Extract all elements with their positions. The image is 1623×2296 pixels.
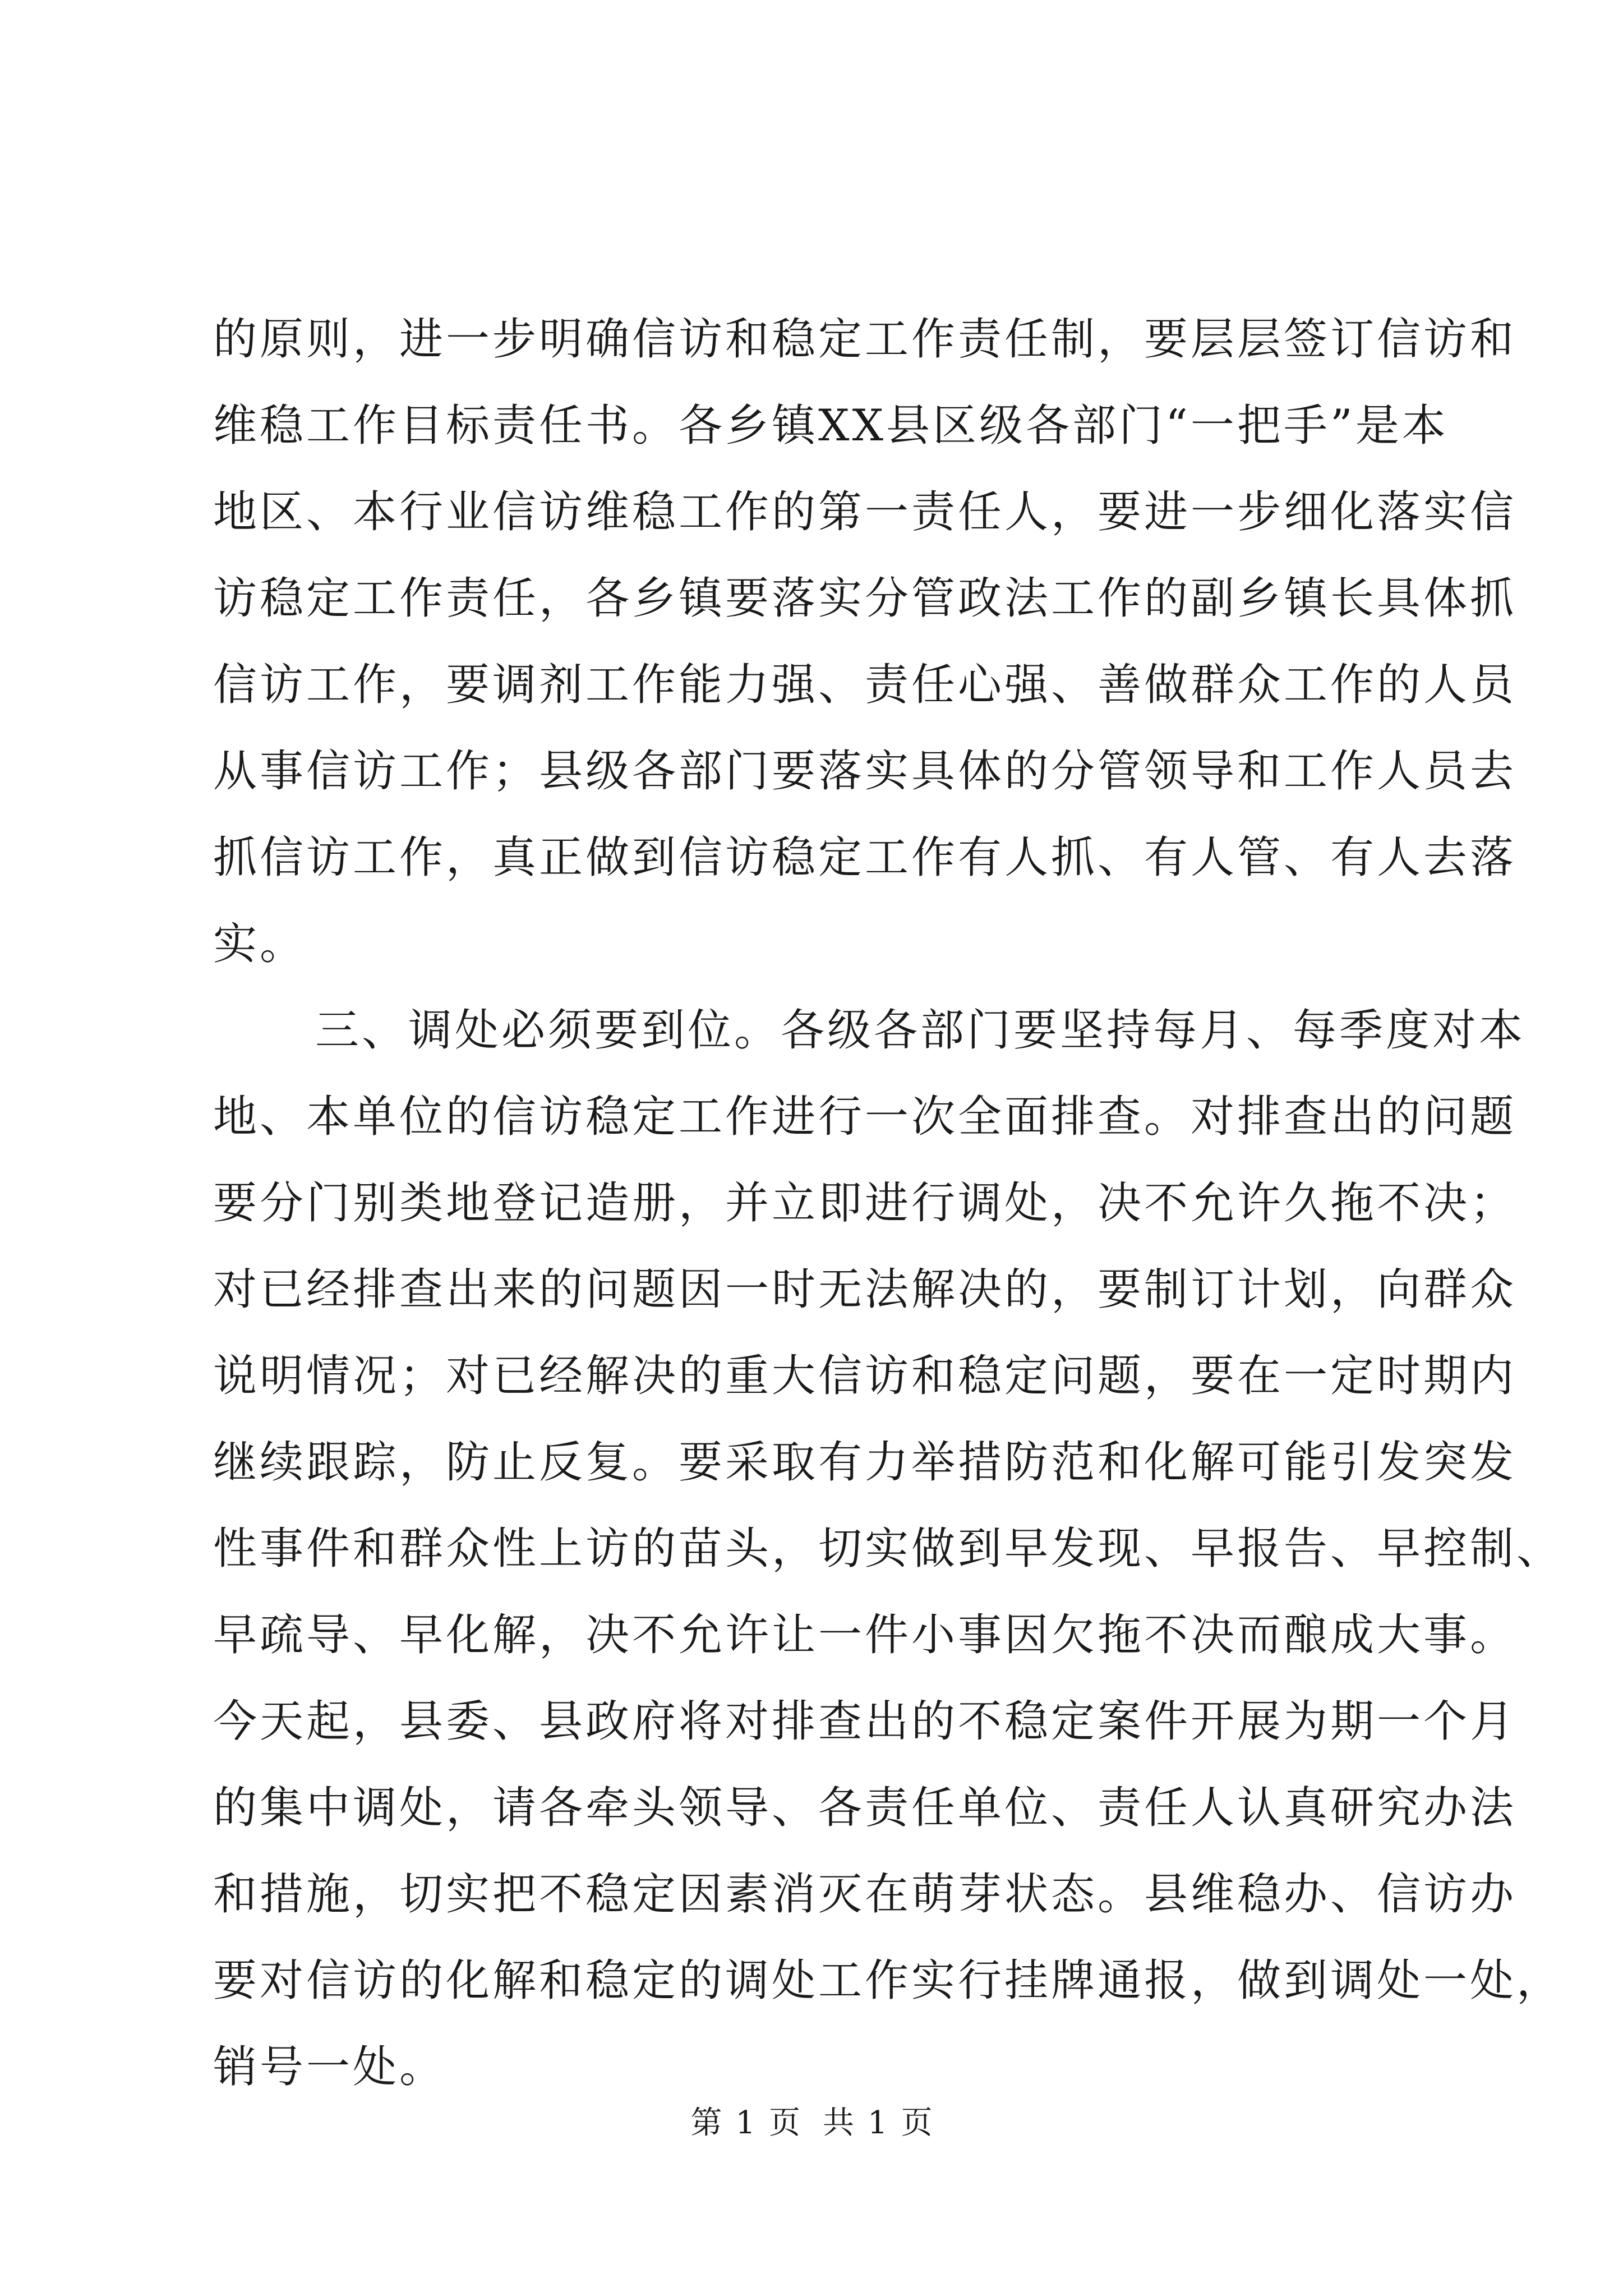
document-body bbox=[213, 296, 1564, 2110]
page-footer bbox=[0, 2101, 1623, 2146]
text-line: 地区、本行业信访维稳工作的第一责任人，要进一步细化落实信 bbox=[213, 487, 1517, 537]
footer-page-label: 第 bbox=[690, 2105, 722, 2141]
text-line: 信访工作，要调剂工作能力强、责任心强、善做群众工作的人员 bbox=[213, 660, 1517, 710]
paragraph-start-line: 三、调处必须要到位。各级各部门要坚持每月、每季度对本 bbox=[315, 1005, 1526, 1056]
text-line: 销号一处。 bbox=[213, 2042, 446, 2092]
text-line: 抓信访工作，真正做到信访稳定工作有人抓、有人管、有人去落 bbox=[213, 832, 1517, 883]
footer-total-number: 1 bbox=[868, 2105, 888, 2141]
text-line: 继续跟踪，防止反复。要采取有力举措防范和化解可能引发突发 bbox=[213, 1437, 1517, 1488]
text-line: 早疏导、早化解，决不允许让一件小事因欠拖不决而酿成大事。 bbox=[213, 1610, 1517, 1660]
text-line: 地、本单位的信访稳定工作进行一次全面排查。对排查出的问题 bbox=[213, 1092, 1517, 1142]
text-line: 说明情况；对已经解决的重大信访和稳定问题，要在一定时期内 bbox=[213, 1351, 1517, 1401]
text-line: 要对信访的化解和稳定的调处工作实行挂牌通报，做到调处一处， bbox=[213, 1955, 1564, 2006]
text-line: 的原则，进一步明确信访和稳定工作责任制，要层层签订信访和 bbox=[213, 314, 1517, 365]
text-line: 维稳工作目标责任书。各乡镇XX县区级各部门“一把手”是本 bbox=[213, 401, 1449, 451]
text-line: 访稳定工作责任，各乡镇要落实分管政法工作的副乡镇长具体抓 bbox=[213, 573, 1517, 624]
footer-total-label: 共 bbox=[823, 2105, 854, 2141]
text-line: 和措施，切实把不稳定因素消灭在萌芽状态。县维稳办、信访办 bbox=[213, 1869, 1517, 1920]
text-line: 要分门别类地登记造册，并立即进行调处，决不允许久拖不决； bbox=[213, 1178, 1517, 1228]
text-line: 对已经排查出来的问题因一时无法解决的，要制订计划，向群众 bbox=[213, 1264, 1517, 1315]
text-line: 的集中调处，请各牵头领导、各责任单位、责任人认真研究办法 bbox=[213, 1783, 1517, 1833]
text-line: 性事件和群众性上访的苗头，切实做到早发现、早报告、早控制、 bbox=[213, 1524, 1564, 1574]
footer-page-unit: 页 bbox=[769, 2105, 800, 2141]
footer-page-number: 1 bbox=[735, 2105, 755, 2141]
text-line: 实。 bbox=[213, 919, 307, 969]
text-line: 今天起，县委、县政府将对排查出的不稳定案件开展为期一个月 bbox=[213, 1696, 1517, 1747]
footer-total-unit: 页 bbox=[901, 2105, 933, 2141]
text-line: 从事信访工作；县级各部门要落实具体的分管领导和工作人员去 bbox=[213, 746, 1517, 797]
